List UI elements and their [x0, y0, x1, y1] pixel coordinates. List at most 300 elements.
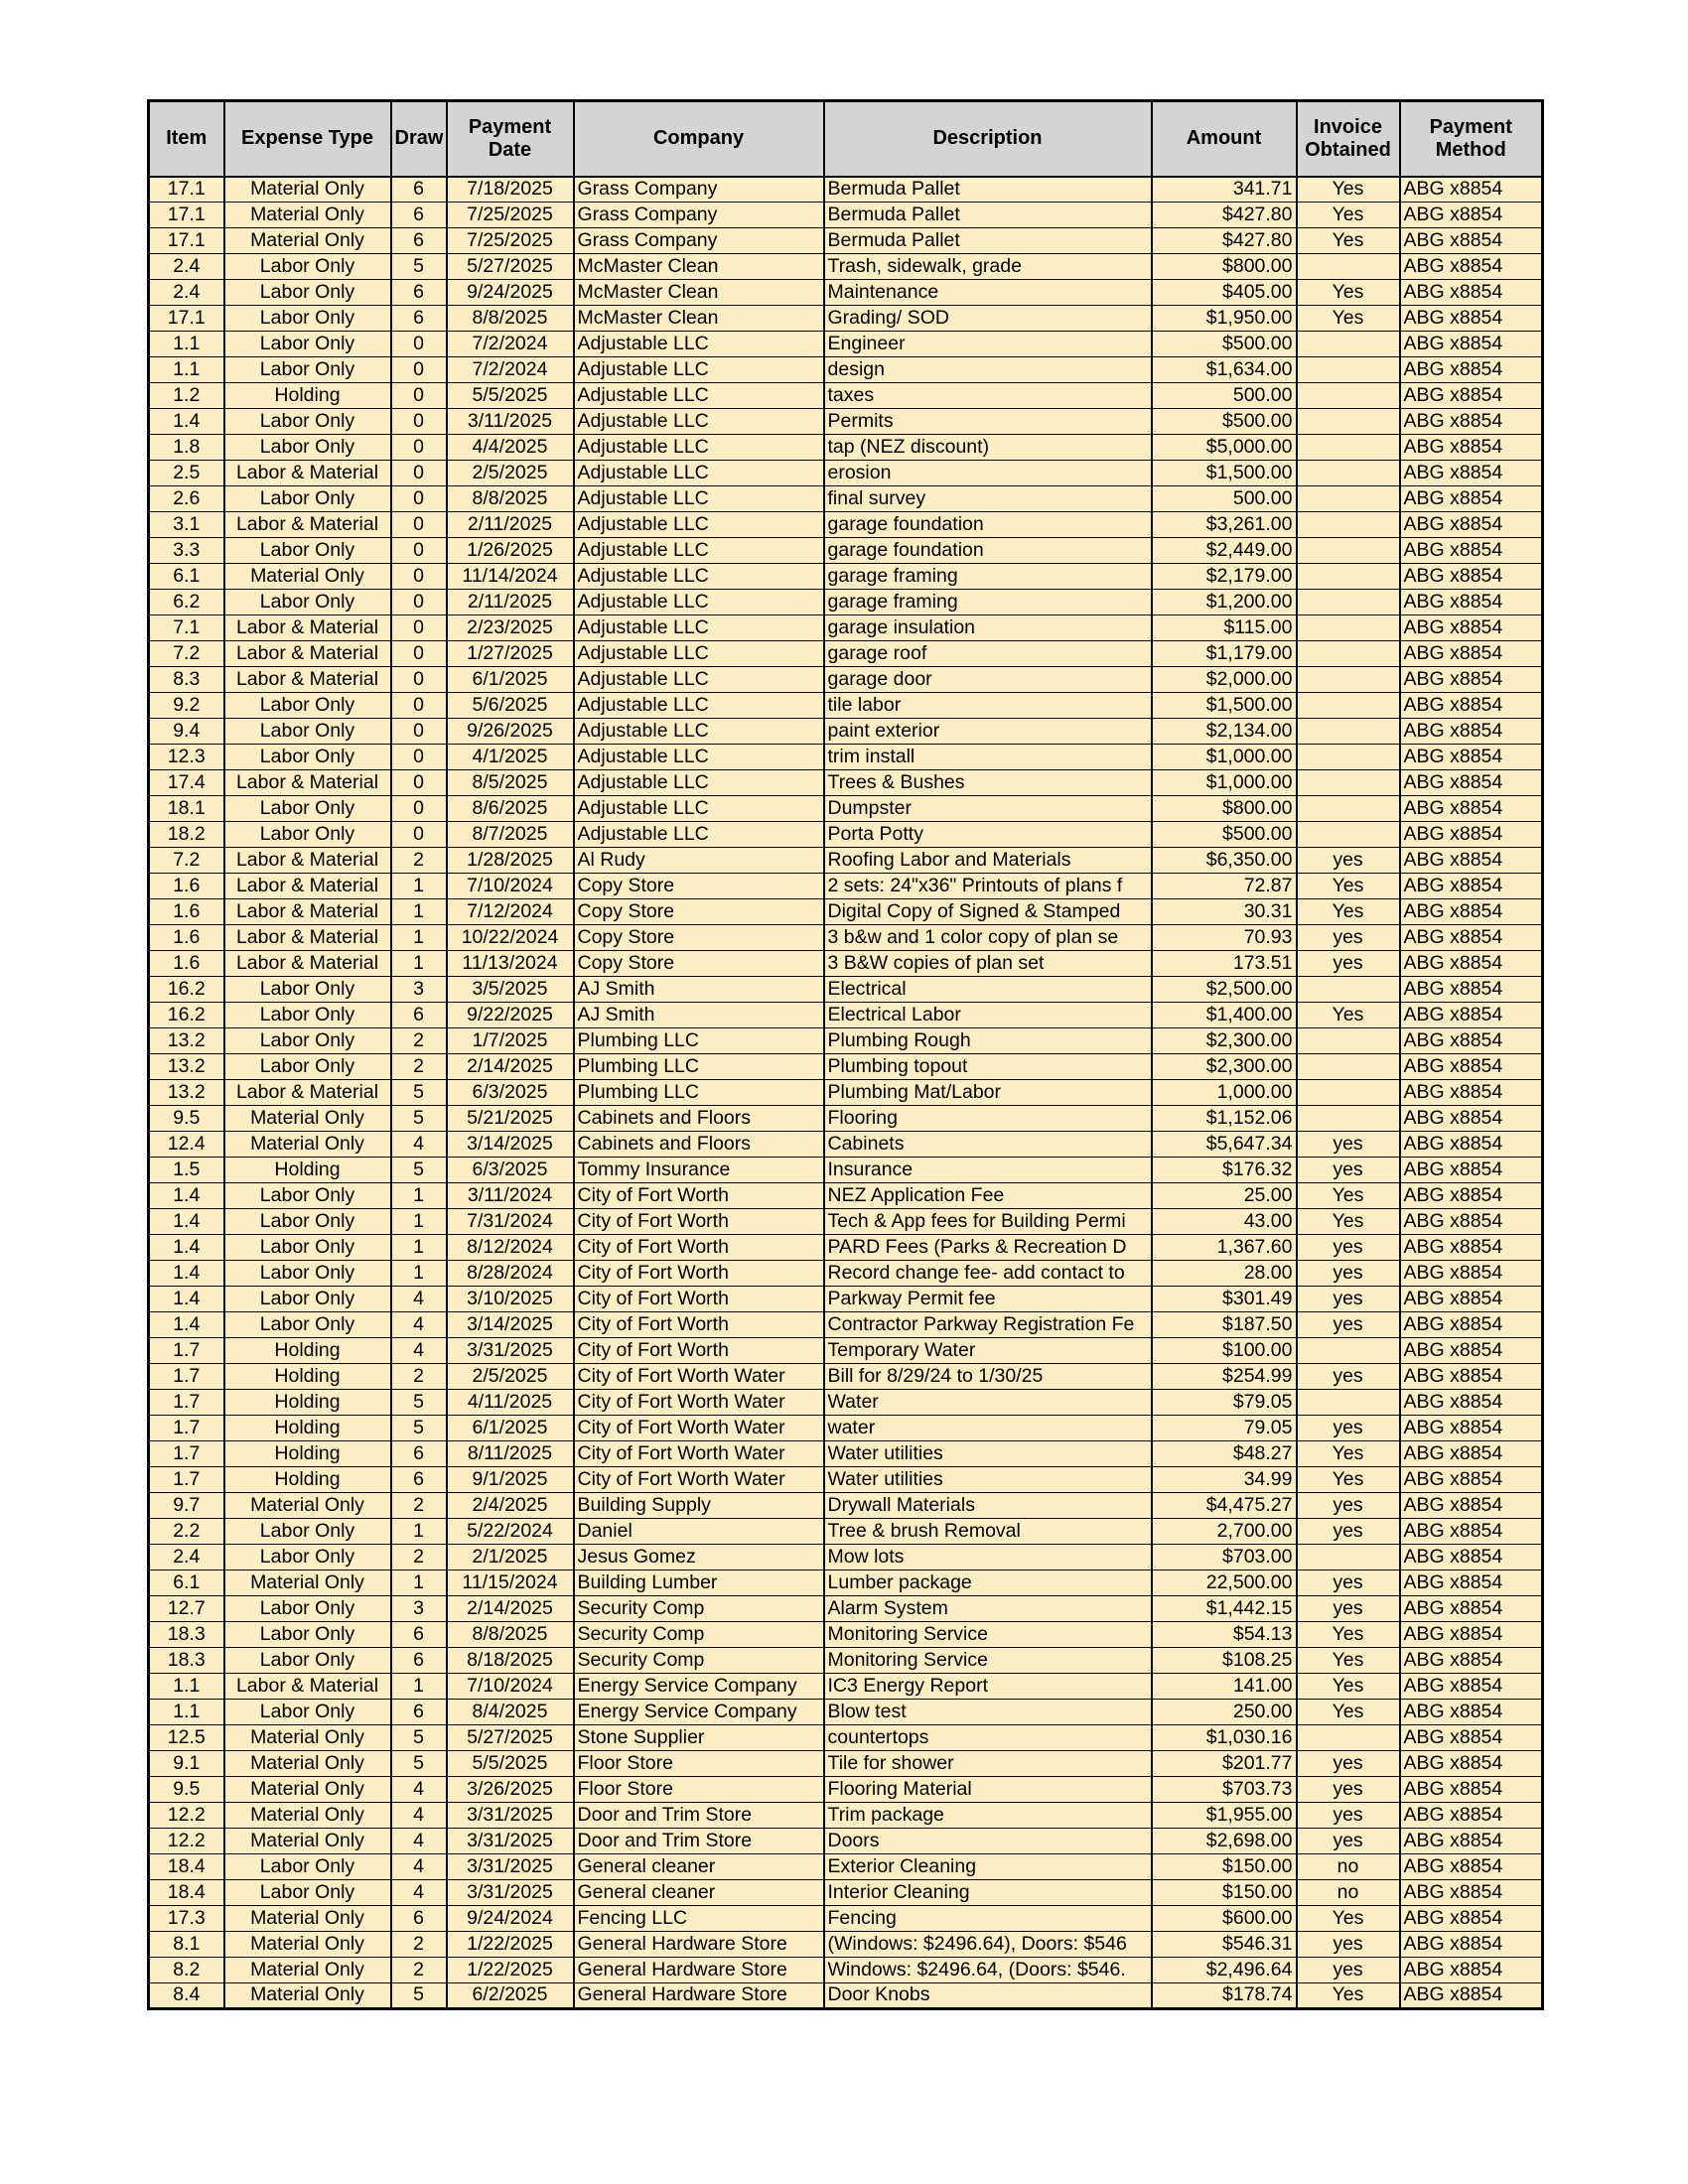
cell-payment-method[interactable]: ABG x8854 [1400, 1287, 1543, 1312]
table-row[interactable] [149, 951, 1543, 977]
column-header-amount[interactable]: Amount [1152, 101, 1297, 177]
cell-company[interactable]: City of Fort Worth Water [574, 1441, 824, 1467]
cell-expense-type[interactable]: Labor & Material [224, 874, 391, 899]
cell-amount[interactable]: $2,300.00 [1152, 1028, 1297, 1054]
cell-item[interactable]: 6.1 [149, 564, 224, 590]
cell-expense-type[interactable]: Labor Only [224, 1545, 391, 1570]
cell-payment-date[interactable]: 7/2/2024 [447, 357, 574, 383]
cell-amount[interactable]: $703.73 [1152, 1777, 1297, 1803]
cell-invoice-obtained[interactable]: yes [1297, 1829, 1400, 1854]
cell-invoice-obtained[interactable] [1297, 383, 1400, 409]
table-row[interactable] [149, 1158, 1543, 1183]
cell-invoice-obtained[interactable]: yes [1297, 1570, 1400, 1596]
cell-company[interactable]: City of Fort Worth [574, 1209, 824, 1235]
cell-draw[interactable]: 6 [391, 1648, 447, 1674]
cell-description[interactable]: erosion [824, 461, 1152, 486]
cell-payment-method[interactable]: ABG x8854 [1400, 796, 1543, 822]
cell-expense-type[interactable]: Material Only [224, 1906, 391, 1932]
cell-amount[interactable]: $1,200.00 [1152, 590, 1297, 615]
cell-description[interactable]: garage framing [824, 564, 1152, 590]
table-row[interactable] [149, 228, 1543, 254]
cell-item[interactable]: 1.4 [149, 1209, 224, 1235]
cell-item[interactable]: 8.3 [149, 667, 224, 693]
cell-amount[interactable]: $600.00 [1152, 1906, 1297, 1932]
cell-payment-date[interactable]: 6/3/2025 [447, 1080, 574, 1106]
cell-draw[interactable]: 0 [391, 512, 447, 538]
cell-payment-date[interactable]: 10/22/2024 [447, 925, 574, 951]
cell-invoice-obtained[interactable]: yes [1297, 1261, 1400, 1287]
cell-draw[interactable]: 4 [391, 1338, 447, 1364]
cell-description[interactable]: garage roof [824, 641, 1152, 667]
cell-payment-date[interactable]: 2/23/2025 [447, 615, 574, 641]
cell-expense-type[interactable]: Material Only [224, 1932, 391, 1958]
cell-description[interactable]: Digital Copy of Signed & Stamped [824, 899, 1152, 925]
cell-item[interactable]: 1.7 [149, 1390, 224, 1416]
cell-amount[interactable]: $178.74 [1152, 1983, 1297, 2009]
cell-payment-method[interactable]: ABG x8854 [1400, 1725, 1543, 1751]
cell-payment-date[interactable]: 4/1/2025 [447, 745, 574, 770]
cell-company[interactable]: Door and Trim Store [574, 1829, 824, 1854]
cell-amount[interactable]: $115.00 [1152, 615, 1297, 641]
cell-payment-method[interactable]: ABG x8854 [1400, 1416, 1543, 1441]
cell-company[interactable]: General cleaner [574, 1880, 824, 1906]
cell-description[interactable]: Tech & App fees for Building Permi [824, 1209, 1152, 1235]
cell-amount[interactable]: 2,700.00 [1152, 1519, 1297, 1545]
table-row[interactable] [149, 1570, 1543, 1596]
cell-payment-method[interactable]: ABG x8854 [1400, 615, 1543, 641]
cell-company[interactable]: Door and Trim Store [574, 1803, 824, 1829]
cell-amount[interactable]: $79.05 [1152, 1390, 1297, 1416]
cell-payment-method[interactable]: ABG x8854 [1400, 1983, 1543, 2009]
cell-payment-method[interactable]: ABG x8854 [1400, 1158, 1543, 1183]
table-row[interactable] [149, 1312, 1543, 1338]
cell-description[interactable]: Trash, sidewalk, grade [824, 254, 1152, 280]
cell-payment-method[interactable]: ABG x8854 [1400, 1106, 1543, 1132]
cell-payment-date[interactable]: 2/5/2025 [447, 461, 574, 486]
cell-payment-date[interactable]: 8/11/2025 [447, 1441, 574, 1467]
cell-payment-date[interactable]: 4/11/2025 [447, 1390, 574, 1416]
cell-expense-type[interactable]: Holding [224, 1416, 391, 1441]
cell-item[interactable]: 2.4 [149, 1545, 224, 1570]
cell-draw[interactable]: 6 [391, 1003, 447, 1028]
cell-item[interactable]: 1.5 [149, 1158, 224, 1183]
cell-draw[interactable]: 1 [391, 1183, 447, 1209]
cell-payment-date[interactable]: 5/5/2025 [447, 383, 574, 409]
cell-company[interactable]: Floor Store [574, 1751, 824, 1777]
cell-item[interactable]: 12.3 [149, 745, 224, 770]
cell-invoice-obtained[interactable]: yes [1297, 951, 1400, 977]
cell-payment-date[interactable]: 8/12/2024 [447, 1235, 574, 1261]
cell-description[interactable]: Insurance [824, 1158, 1152, 1183]
cell-payment-method[interactable]: ABG x8854 [1400, 1441, 1543, 1467]
cell-payment-date[interactable]: 2/4/2025 [447, 1493, 574, 1519]
cell-amount[interactable]: 28.00 [1152, 1261, 1297, 1287]
cell-draw[interactable]: 1 [391, 874, 447, 899]
cell-expense-type[interactable]: Labor Only [224, 1261, 391, 1287]
cell-amount[interactable]: $301.49 [1152, 1287, 1297, 1312]
cell-draw[interactable]: 6 [391, 1906, 447, 1932]
cell-invoice-obtained[interactable]: yes [1297, 1777, 1400, 1803]
table-row[interactable] [149, 693, 1543, 719]
cell-item[interactable]: 13.2 [149, 1028, 224, 1054]
cell-draw[interactable]: 4 [391, 1803, 447, 1829]
table-row[interactable] [149, 1209, 1543, 1235]
cell-amount[interactable]: $2,179.00 [1152, 564, 1297, 590]
cell-description[interactable]: Fencing [824, 1906, 1152, 1932]
cell-company[interactable]: City of Fort Worth [574, 1287, 824, 1312]
cell-expense-type[interactable]: Labor Only [224, 822, 391, 848]
cell-invoice-obtained[interactable]: no [1297, 1854, 1400, 1880]
cell-item[interactable]: 2.2 [149, 1519, 224, 1545]
table-row[interactable] [149, 1725, 1543, 1751]
cell-expense-type[interactable]: Labor Only [224, 306, 391, 332]
cell-company[interactable]: Adjustable LLC [574, 512, 824, 538]
cell-description[interactable]: Flooring [824, 1106, 1152, 1132]
cell-company[interactable]: Energy Service Company [574, 1674, 824, 1700]
cell-payment-date[interactable]: 1/22/2025 [447, 1932, 574, 1958]
cell-description[interactable]: Plumbing Mat/Labor [824, 1080, 1152, 1106]
cell-invoice-obtained[interactable]: Yes [1297, 1441, 1400, 1467]
table-row[interactable] [149, 1003, 1543, 1028]
table-row[interactable] [149, 512, 1543, 538]
table-row[interactable] [149, 1906, 1543, 1932]
cell-item[interactable]: 17.1 [149, 177, 224, 203]
cell-item[interactable]: 9.7 [149, 1493, 224, 1519]
cell-amount[interactable]: $48.27 [1152, 1441, 1297, 1467]
cell-payment-method[interactable]: ABG x8854 [1400, 1570, 1543, 1596]
cell-company[interactable]: General Hardware Store [574, 1958, 824, 1983]
cell-company[interactable]: Adjustable LLC [574, 486, 824, 512]
cell-draw[interactable]: 1 [391, 1570, 447, 1596]
cell-draw[interactable]: 0 [391, 486, 447, 512]
table-row[interactable] [149, 1261, 1543, 1287]
table-row[interactable] [149, 1287, 1543, 1312]
table-row[interactable] [149, 435, 1543, 461]
cell-invoice-obtained[interactable] [1297, 1080, 1400, 1106]
cell-invoice-obtained[interactable]: Yes [1297, 228, 1400, 254]
cell-draw[interactable]: 6 [391, 306, 447, 332]
cell-expense-type[interactable]: Material Only [224, 1983, 391, 2009]
cell-payment-method[interactable]: ABG x8854 [1400, 461, 1543, 486]
cell-payment-date[interactable]: 11/13/2024 [447, 951, 574, 977]
cell-amount[interactable]: $1,179.00 [1152, 641, 1297, 667]
cell-expense-type[interactable]: Labor Only [224, 693, 391, 719]
cell-item[interactable]: 1.4 [149, 1235, 224, 1261]
cell-payment-method[interactable]: ABG x8854 [1400, 667, 1543, 693]
cell-payment-date[interactable]: 5/21/2025 [447, 1106, 574, 1132]
cell-draw[interactable]: 0 [391, 693, 447, 719]
cell-payment-date[interactable]: 5/27/2025 [447, 254, 574, 280]
table-row[interactable] [149, 1364, 1543, 1390]
cell-expense-type[interactable]: Labor Only [224, 1648, 391, 1674]
cell-payment-method[interactable]: ABG x8854 [1400, 1183, 1543, 1209]
cell-amount[interactable]: 70.93 [1152, 925, 1297, 951]
cell-expense-type[interactable]: Labor & Material [224, 615, 391, 641]
cell-item[interactable]: 12.4 [149, 1132, 224, 1158]
cell-payment-date[interactable]: 6/1/2025 [447, 1416, 574, 1441]
table-row[interactable] [149, 1441, 1543, 1467]
cell-item[interactable]: 9.4 [149, 719, 224, 745]
cell-payment-method[interactable]: ABG x8854 [1400, 1312, 1543, 1338]
cell-company[interactable]: Plumbing LLC [574, 1028, 824, 1054]
cell-draw[interactable]: 0 [391, 770, 447, 796]
cell-description[interactable]: Blow test [824, 1700, 1152, 1725]
cell-payment-date[interactable]: 8/7/2025 [447, 822, 574, 848]
cell-company[interactable]: City of Fort Worth [574, 1312, 824, 1338]
cell-expense-type[interactable]: Holding [224, 1390, 391, 1416]
cell-payment-method[interactable]: ABG x8854 [1400, 1777, 1543, 1803]
cell-description[interactable]: Bermuda Pallet [824, 177, 1152, 203]
cell-company[interactable]: General Hardware Store [574, 1983, 824, 2009]
cell-description[interactable]: Bermuda Pallet [824, 203, 1152, 228]
cell-draw[interactable]: 4 [391, 1777, 447, 1803]
cell-invoice-obtained[interactable] [1297, 254, 1400, 280]
cell-amount[interactable]: 500.00 [1152, 383, 1297, 409]
cell-expense-type[interactable]: Holding [224, 1441, 391, 1467]
cell-invoice-obtained[interactable] [1297, 486, 1400, 512]
cell-invoice-obtained[interactable]: yes [1297, 925, 1400, 951]
cell-payment-date[interactable]: 2/1/2025 [447, 1545, 574, 1570]
table-row[interactable] [149, 564, 1543, 590]
cell-expense-type[interactable]: Labor & Material [224, 770, 391, 796]
cell-item[interactable]: 1.1 [149, 1700, 224, 1725]
cell-amount[interactable]: $1,500.00 [1152, 461, 1297, 486]
cell-description[interactable]: design [824, 357, 1152, 383]
cell-item[interactable]: 1.4 [149, 1287, 224, 1312]
table-row[interactable] [149, 1493, 1543, 1519]
cell-description[interactable]: Mow lots [824, 1545, 1152, 1570]
cell-item[interactable]: 9.1 [149, 1751, 224, 1777]
cell-amount[interactable]: $1,000.00 [1152, 745, 1297, 770]
cell-payment-method[interactable]: ABG x8854 [1400, 1803, 1543, 1829]
table-row[interactable] [149, 615, 1543, 641]
cell-company[interactable]: Adjustable LLC [574, 538, 824, 564]
column-header-company[interactable]: Company [574, 101, 824, 177]
cell-company[interactable]: McMaster Clean [574, 254, 824, 280]
cell-payment-method[interactable]: ABG x8854 [1400, 693, 1543, 719]
cell-company[interactable]: Jesus Gomez [574, 1545, 824, 1570]
cell-invoice-obtained[interactable]: yes [1297, 1364, 1400, 1390]
cell-payment-method[interactable]: ABG x8854 [1400, 1028, 1543, 1054]
cell-company[interactable]: AJ Smith [574, 1003, 824, 1028]
cell-payment-date[interactable]: 9/24/2025 [447, 280, 574, 306]
cell-draw[interactable]: 5 [391, 1416, 447, 1441]
cell-invoice-obtained[interactable]: yes [1297, 1287, 1400, 1312]
table-row[interactable] [149, 1983, 1543, 2009]
cell-description[interactable]: Engineer [824, 332, 1152, 357]
cell-company[interactable]: Adjustable LLC [574, 435, 824, 461]
cell-item[interactable]: 18.4 [149, 1880, 224, 1906]
table-row[interactable] [149, 461, 1543, 486]
cell-invoice-obtained[interactable] [1297, 796, 1400, 822]
cell-item[interactable]: 17.1 [149, 228, 224, 254]
table-row[interactable] [149, 1674, 1543, 1700]
cell-payment-date[interactable]: 1/26/2025 [447, 538, 574, 564]
cell-draw[interactable]: 4 [391, 1880, 447, 1906]
cell-item[interactable]: 1.1 [149, 357, 224, 383]
cell-amount[interactable]: $176.32 [1152, 1158, 1297, 1183]
table-row[interactable] [149, 745, 1543, 770]
cell-item[interactable]: 1.1 [149, 332, 224, 357]
cell-item[interactable]: 17.4 [149, 770, 224, 796]
cell-expense-type[interactable]: Material Only [224, 228, 391, 254]
cell-amount[interactable]: $2,500.00 [1152, 977, 1297, 1003]
table-row[interactable] [149, 1416, 1543, 1441]
cell-payment-date[interactable]: 3/31/2025 [447, 1854, 574, 1880]
cell-payment-date[interactable]: 2/11/2025 [447, 512, 574, 538]
cell-draw[interactable]: 0 [391, 745, 447, 770]
cell-amount[interactable]: 341.71 [1152, 177, 1297, 203]
cell-company[interactable]: General Hardware Store [574, 1932, 824, 1958]
cell-amount[interactable]: $6,350.00 [1152, 848, 1297, 874]
cell-expense-type[interactable]: Material Only [224, 1958, 391, 1983]
cell-expense-type[interactable]: Labor Only [224, 1028, 391, 1054]
cell-item[interactable]: 1.6 [149, 899, 224, 925]
cell-description[interactable]: Water [824, 1390, 1152, 1416]
cell-description[interactable]: Windows: $2496.64, (Doors: $546. [824, 1958, 1152, 1983]
cell-expense-type[interactable]: Labor & Material [224, 848, 391, 874]
cell-company[interactable]: Tommy Insurance [574, 1158, 824, 1183]
cell-draw[interactable]: 5 [391, 1751, 447, 1777]
cell-invoice-obtained[interactable] [1297, 693, 1400, 719]
cell-company[interactable]: Fencing LLC [574, 1906, 824, 1932]
cell-payment-date[interactable]: 3/31/2025 [447, 1338, 574, 1364]
table-row[interactable] [149, 177, 1543, 203]
cell-payment-date[interactable]: 6/1/2025 [447, 667, 574, 693]
cell-company[interactable]: City of Fort Worth [574, 1235, 824, 1261]
cell-item[interactable]: 17.1 [149, 203, 224, 228]
table-row[interactable] [149, 770, 1543, 796]
cell-company[interactable]: Cabinets and Floors [574, 1132, 824, 1158]
cell-payment-method[interactable]: ABG x8854 [1400, 745, 1543, 770]
cell-payment-method[interactable]: ABG x8854 [1400, 409, 1543, 435]
cell-description[interactable]: Alarm System [824, 1596, 1152, 1622]
table-row[interactable] [149, 925, 1543, 951]
cell-description[interactable]: Plumbing topout [824, 1054, 1152, 1080]
cell-company[interactable]: Adjustable LLC [574, 461, 824, 486]
table-row[interactable] [149, 1854, 1543, 1880]
cell-draw[interactable]: 4 [391, 1854, 447, 1880]
cell-payment-date[interactable]: 8/5/2025 [447, 770, 574, 796]
cell-company[interactable]: Copy Store [574, 925, 824, 951]
cell-company[interactable]: Adjustable LLC [574, 615, 824, 641]
cell-amount[interactable]: $800.00 [1152, 254, 1297, 280]
cell-expense-type[interactable]: Labor Only [224, 435, 391, 461]
cell-expense-type[interactable]: Labor & Material [224, 951, 391, 977]
cell-description[interactable]: Lumber package [824, 1570, 1152, 1596]
cell-payment-method[interactable]: ABG x8854 [1400, 1622, 1543, 1648]
cell-invoice-obtained[interactable] [1297, 435, 1400, 461]
cell-company[interactable]: McMaster Clean [574, 280, 824, 306]
cell-expense-type[interactable]: Labor & Material [224, 512, 391, 538]
cell-amount[interactable]: $427.80 [1152, 203, 1297, 228]
cell-payment-method[interactable]: ABG x8854 [1400, 1880, 1543, 1906]
cell-company[interactable]: City of Fort Worth [574, 1338, 824, 1364]
cell-company[interactable]: Adjustable LLC [574, 564, 824, 590]
cell-expense-type[interactable]: Labor Only [224, 745, 391, 770]
cell-payment-method[interactable]: ABG x8854 [1400, 177, 1543, 203]
cell-item[interactable]: 1.7 [149, 1364, 224, 1390]
cell-payment-method[interactable]: ABG x8854 [1400, 590, 1543, 615]
cell-expense-type[interactable]: Labor Only [224, 409, 391, 435]
cell-description[interactable]: Door Knobs [824, 1983, 1152, 2009]
cell-company[interactable]: Cabinets and Floors [574, 1106, 824, 1132]
cell-draw[interactable]: 0 [391, 357, 447, 383]
cell-payment-method[interactable]: ABG x8854 [1400, 1751, 1543, 1777]
cell-company[interactable]: AJ Smith [574, 977, 824, 1003]
cell-draw[interactable]: 0 [391, 641, 447, 667]
cell-description[interactable]: Record change fee- add contact to [824, 1261, 1152, 1287]
cell-payment-date[interactable]: 2/5/2025 [447, 1364, 574, 1390]
table-row[interactable] [149, 977, 1543, 1003]
cell-payment-date[interactable]: 8/28/2024 [447, 1261, 574, 1287]
cell-description[interactable]: Water utilities [824, 1467, 1152, 1493]
cell-description[interactable]: Temporary Water [824, 1338, 1152, 1364]
cell-company[interactable]: Adjustable LLC [574, 822, 824, 848]
cell-payment-method[interactable]: ABG x8854 [1400, 1054, 1543, 1080]
cell-item[interactable]: 8.1 [149, 1932, 224, 1958]
cell-expense-type[interactable]: Holding [224, 1338, 391, 1364]
cell-item[interactable]: 1.4 [149, 1312, 224, 1338]
cell-item[interactable]: 12.5 [149, 1725, 224, 1751]
cell-item[interactable]: 1.4 [149, 1261, 224, 1287]
cell-draw[interactable]: 4 [391, 1287, 447, 1312]
cell-amount[interactable]: $1,400.00 [1152, 1003, 1297, 1028]
cell-payment-method[interactable]: ABG x8854 [1400, 203, 1543, 228]
cell-amount[interactable]: $3,261.00 [1152, 512, 1297, 538]
cell-description[interactable]: garage foundation [824, 538, 1152, 564]
table-row[interactable] [149, 254, 1543, 280]
cell-description[interactable]: tap (NEZ discount) [824, 435, 1152, 461]
cell-draw[interactable]: 1 [391, 1209, 447, 1235]
cell-invoice-obtained[interactable]: Yes [1297, 1183, 1400, 1209]
cell-description[interactable]: Electrical [824, 977, 1152, 1003]
cell-expense-type[interactable]: Labor & Material [224, 641, 391, 667]
column-header-item[interactable]: Item [149, 101, 224, 177]
cell-amount[interactable]: $2,698.00 [1152, 1829, 1297, 1854]
column-header-payment-method[interactable]: Payment Method [1400, 101, 1543, 177]
cell-amount[interactable]: $54.13 [1152, 1622, 1297, 1648]
cell-description[interactable]: water [824, 1416, 1152, 1441]
cell-company[interactable]: Daniel [574, 1519, 824, 1545]
cell-invoice-obtained[interactable] [1297, 719, 1400, 745]
cell-invoice-obtained[interactable]: Yes [1297, 1209, 1400, 1235]
cell-expense-type[interactable]: Labor Only [224, 1209, 391, 1235]
table-row[interactable] [149, 822, 1543, 848]
cell-item[interactable]: 1.2 [149, 383, 224, 409]
cell-invoice-obtained[interactable]: Yes [1297, 203, 1400, 228]
cell-payment-date[interactable]: 8/8/2025 [447, 306, 574, 332]
cell-payment-method[interactable]: ABG x8854 [1400, 228, 1543, 254]
cell-draw[interactable]: 2 [391, 1545, 447, 1570]
cell-draw[interactable]: 2 [391, 848, 447, 874]
cell-invoice-obtained[interactable] [1297, 667, 1400, 693]
cell-company[interactable]: Adjustable LLC [574, 641, 824, 667]
cell-expense-type[interactable]: Labor Only [224, 1003, 391, 1028]
cell-item[interactable]: 1.7 [149, 1441, 224, 1467]
cell-item[interactable]: 9.5 [149, 1777, 224, 1803]
cell-payment-method[interactable]: ABG x8854 [1400, 486, 1543, 512]
table-row[interactable] [149, 280, 1543, 306]
cell-description[interactable]: IC3 Energy Report [824, 1674, 1152, 1700]
cell-draw[interactable]: 5 [391, 1106, 447, 1132]
cell-invoice-obtained[interactable]: Yes [1297, 899, 1400, 925]
cell-amount[interactable]: $108.25 [1152, 1648, 1297, 1674]
cell-company[interactable]: Adjustable LLC [574, 770, 824, 796]
cell-item[interactable]: 1.6 [149, 951, 224, 977]
cell-payment-method[interactable]: ABG x8854 [1400, 1003, 1543, 1028]
cell-payment-date[interactable]: 3/11/2025 [447, 409, 574, 435]
